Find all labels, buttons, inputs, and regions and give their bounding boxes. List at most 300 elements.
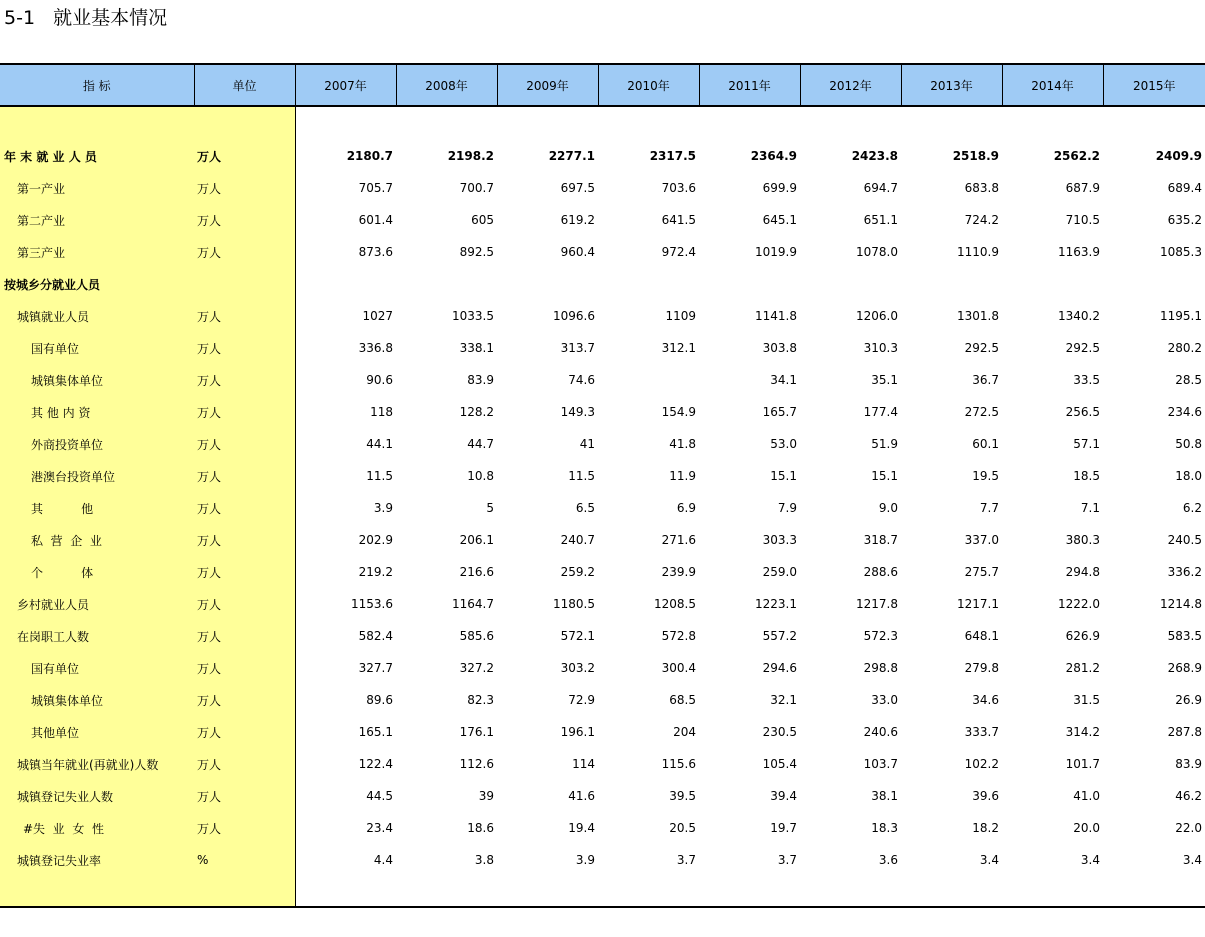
value-cell: 20.5 [669, 821, 696, 835]
table-row [0, 748, 1205, 780]
row-unit: 万人 [194, 620, 295, 652]
value-cell [1103, 268, 1205, 300]
value-cell: 292.5 [964, 341, 999, 355]
table-row [0, 556, 1205, 588]
table-row [0, 428, 1205, 460]
value-cell: 7.7 [979, 501, 999, 515]
value-cell: 3.4 [979, 853, 999, 867]
row-label: 其 他 内 资 [0, 396, 194, 428]
row-unit: 万人 [194, 588, 295, 620]
value-cell [1002, 268, 1103, 300]
value-cell: 256.5 [1065, 405, 1100, 419]
value-cell: 5 [486, 501, 494, 515]
value-cell: 327.2 [459, 661, 494, 675]
value-cell: 279.8 [964, 661, 999, 675]
value-cell: 34.1 [770, 373, 797, 387]
row-label: 城镇集体单位 [0, 364, 194, 396]
header-row [0, 64, 1205, 106]
row-label: 第三产业 [0, 236, 194, 268]
value-cell: 303.2 [560, 661, 595, 675]
value-cell: 20.0 [1073, 821, 1100, 835]
value-cell: 2409.9 [1155, 149, 1202, 163]
value-cell: 154.9 [661, 405, 696, 419]
value-cell: 337.0 [964, 533, 999, 547]
value-cell: 83.9 [467, 373, 494, 387]
value-cell: 3.8 [474, 853, 494, 867]
value-cell: 1033.5 [452, 309, 494, 323]
value-cell: 1163.9 [1058, 245, 1100, 259]
table-bottom-row [0, 876, 1205, 907]
row-label: 私 营 企 业 [0, 524, 194, 556]
header-year-2007: 2007年 [295, 64, 396, 106]
value-cell: 1208.5 [654, 597, 696, 611]
value-cell: 118 [370, 405, 393, 419]
row-unit: 万人 [194, 428, 295, 460]
value-cell: 240.5 [1167, 533, 1202, 547]
row-unit: 万人 [194, 716, 295, 748]
value-cell: 9.0 [878, 501, 898, 515]
value-cell: 15.1 [770, 469, 797, 483]
value-cell: 298.8 [863, 661, 898, 675]
value-cell: 35.1 [871, 373, 898, 387]
value-cell: 313.7 [560, 341, 595, 355]
value-cell: 11.9 [669, 469, 696, 483]
value-cell: 74.6 [568, 373, 595, 387]
value-cell: 3.6 [878, 853, 898, 867]
row-label: 按城乡分就业人员 [0, 268, 194, 300]
row-unit [194, 268, 295, 300]
row-unit: 万人 [194, 780, 295, 812]
value-cell: 240.7 [560, 533, 595, 547]
table-header [0, 64, 1205, 106]
value-cell: 2180.7 [346, 149, 393, 163]
value-cell: 177.4 [863, 405, 898, 419]
table-row [0, 780, 1205, 812]
row-label: 城镇就业人员 [0, 300, 194, 332]
value-cell: 300.4 [661, 661, 696, 675]
value-cell: 28.5 [1175, 373, 1202, 387]
row-label: 其 他 [0, 492, 194, 524]
value-cell: 165.1 [358, 725, 393, 739]
value-cell: 72.9 [568, 693, 595, 707]
row-label: 乡村就业人员 [0, 588, 194, 620]
bottom-cell [194, 876, 295, 907]
value-cell: 2277.1 [548, 149, 595, 163]
value-cell: 18.3 [871, 821, 898, 835]
table-row [0, 300, 1205, 332]
row-label: 城镇当年就业(再就业)人数 [0, 748, 194, 780]
row-label: 国有单位 [0, 332, 194, 364]
value-cell: 259.0 [762, 565, 797, 579]
row-label: #失 业 女 性 [0, 812, 194, 844]
header-unit: 单位 [194, 64, 295, 106]
table-row [0, 332, 1205, 364]
row-label: 港澳台投资单位 [0, 460, 194, 492]
value-cell: 46.2 [1175, 789, 1202, 803]
row-unit: 万人 [194, 556, 295, 588]
row-label: 第二产业 [0, 204, 194, 236]
spacer-cell [0, 106, 194, 140]
header-year-2015: 2015年 [1103, 64, 1205, 106]
row-label: 在岗职工人数 [0, 620, 194, 652]
value-cell: 3.7 [777, 853, 797, 867]
value-cell: 53.0 [770, 437, 797, 451]
value-cell: 645.1 [762, 213, 797, 227]
value-cell [699, 268, 800, 300]
spacer-cell [295, 106, 1205, 140]
value-cell: 572.8 [661, 629, 696, 643]
value-cell: 234.6 [1167, 405, 1202, 419]
value-cell: 230.5 [762, 725, 797, 739]
value-cell: 18.6 [467, 821, 494, 835]
page-title: 5-1 就业基本情况 [4, 7, 168, 29]
table-row [0, 236, 1205, 268]
value-cell: 23.4 [366, 821, 393, 835]
spacer-row [0, 106, 1205, 140]
table-row [0, 204, 1205, 236]
value-cell: 2317.5 [649, 149, 696, 163]
value-cell: 572.1 [560, 629, 595, 643]
value-cell: 32.1 [770, 693, 797, 707]
header-year-2014: 2014年 [1002, 64, 1103, 106]
value-cell: 239.9 [661, 565, 696, 579]
value-cell: 44.1 [366, 437, 393, 451]
value-cell: 1078.0 [856, 245, 898, 259]
value-cell: 294.8 [1065, 565, 1100, 579]
value-cell: 41.8 [669, 437, 696, 451]
value-cell: 10.8 [467, 469, 494, 483]
value-cell: 294.6 [762, 661, 797, 675]
value-cell: 60.1 [972, 437, 999, 451]
value-cell: 557.2 [762, 629, 797, 643]
header-year-2008: 2008年 [396, 64, 497, 106]
value-cell: 288.6 [863, 565, 898, 579]
header-year-2009: 2009年 [497, 64, 598, 106]
value-cell [901, 268, 1002, 300]
value-cell: 149.3 [560, 405, 595, 419]
row-unit: 万人 [194, 492, 295, 524]
value-cell: 312.1 [661, 341, 696, 355]
value-cell: 3.9 [575, 853, 595, 867]
value-cell: 271.6 [661, 533, 696, 547]
value-cell: 2562.2 [1053, 149, 1100, 163]
table-row [0, 588, 1205, 620]
table-row [0, 364, 1205, 396]
value-cell: 3.9 [373, 501, 393, 515]
row-label: 其他单位 [0, 716, 194, 748]
row-unit: 万人 [194, 236, 295, 268]
value-cell: 176.1 [459, 725, 494, 739]
value-cell: 18.2 [972, 821, 999, 835]
header-year-2012: 2012年 [800, 64, 901, 106]
value-cell: 1110.9 [957, 245, 999, 259]
value-cell: 700.7 [459, 181, 494, 195]
value-cell: 960.4 [560, 245, 595, 259]
value-cell: 601.4 [358, 213, 393, 227]
spacer-cell [194, 106, 295, 140]
row-unit: 万人 [194, 460, 295, 492]
value-cell: 19.5 [972, 469, 999, 483]
value-cell: 1180.5 [553, 597, 595, 611]
value-cell: 38.1 [871, 789, 898, 803]
value-cell: 338.1 [459, 341, 494, 355]
value-cell: 90.6 [366, 373, 393, 387]
value-cell: 34.6 [972, 693, 999, 707]
value-cell: 51.9 [871, 437, 898, 451]
value-cell: 57.1 [1073, 437, 1100, 451]
value-cell: 275.7 [964, 565, 999, 579]
value-cell: 39.5 [669, 789, 696, 803]
value-cell: 6.2 [1182, 501, 1202, 515]
bottom-cell [295, 876, 1205, 907]
value-cell: 303.3 [762, 533, 797, 547]
value-cell: 605 [471, 213, 494, 227]
value-cell: 572.3 [863, 629, 898, 643]
table-row [0, 652, 1205, 684]
table-row [0, 844, 1205, 876]
value-cell: 11.5 [366, 469, 393, 483]
row-label: 年 末 就 业 人 员 [0, 140, 194, 172]
value-cell: 292.5 [1065, 341, 1100, 355]
row-unit: 万人 [194, 812, 295, 844]
value-cell: 19.7 [770, 821, 797, 835]
value-cell: 82.3 [467, 693, 494, 707]
value-cell: 314.2 [1065, 725, 1100, 739]
value-cell: 114 [572, 757, 595, 771]
value-cell: 202.9 [358, 533, 393, 547]
header-year-2011: 2011年 [699, 64, 800, 106]
table-row [0, 172, 1205, 204]
value-cell: 219.2 [358, 565, 393, 579]
value-cell: 68.5 [669, 693, 696, 707]
value-cell: 683.8 [964, 181, 999, 195]
value-cell: 33.5 [1073, 373, 1100, 387]
value-cell: 44.7 [467, 437, 494, 451]
value-cell: 44.5 [366, 789, 393, 803]
value-cell [598, 364, 699, 396]
value-cell: 380.3 [1065, 533, 1100, 547]
value-cell: 259.2 [560, 565, 595, 579]
value-cell: 333.7 [964, 725, 999, 739]
value-cell: 2364.9 [750, 149, 797, 163]
value-cell: 112.6 [459, 757, 494, 771]
value-cell: 268.9 [1167, 661, 1202, 675]
value-cell: 3.7 [676, 853, 696, 867]
value-cell [598, 268, 699, 300]
value-cell: 105.4 [762, 757, 797, 771]
value-cell: 206.1 [459, 533, 494, 547]
value-cell: 11.5 [568, 469, 595, 483]
value-cell: 22.0 [1175, 821, 1202, 835]
value-cell: 287.8 [1167, 725, 1202, 739]
value-cell [396, 268, 497, 300]
value-cell: 972.4 [661, 245, 696, 259]
value-cell: 196.1 [560, 725, 595, 739]
value-cell: 873.6 [358, 245, 393, 259]
value-cell: 122.4 [358, 757, 393, 771]
value-cell: 1085.3 [1160, 245, 1202, 259]
value-cell: 7.9 [777, 501, 797, 515]
value-cell: 103.7 [863, 757, 898, 771]
value-cell: 41 [579, 437, 595, 451]
value-cell: 3.4 [1182, 853, 1202, 867]
row-unit: 万人 [194, 332, 295, 364]
value-cell: 36.7 [972, 373, 999, 387]
row-label: 城镇登记失业率 [0, 844, 194, 876]
value-cell: 115.6 [661, 757, 696, 771]
table-row [0, 524, 1205, 556]
value-cell: 26.9 [1175, 693, 1202, 707]
value-cell: 336.2 [1167, 565, 1202, 579]
value-cell: 1214.8 [1160, 597, 1202, 611]
header-year-2013: 2013年 [901, 64, 1002, 106]
value-cell: 281.2 [1065, 661, 1100, 675]
value-cell: 204 [673, 725, 696, 739]
value-cell: 699.9 [762, 181, 797, 195]
value-cell: 626.9 [1065, 629, 1100, 643]
value-cell: 1206.0 [856, 309, 898, 323]
value-cell: 19.4 [568, 821, 595, 835]
value-cell: 724.2 [964, 213, 999, 227]
value-cell: 1164.7 [452, 597, 494, 611]
row-label: 城镇登记失业人数 [0, 780, 194, 812]
value-cell: 1096.6 [553, 309, 595, 323]
value-cell: 2423.8 [851, 149, 898, 163]
value-cell: 583.5 [1167, 629, 1202, 643]
value-cell: 687.9 [1065, 181, 1100, 195]
value-cell: 310.3 [863, 341, 898, 355]
header-year-2010: 2010年 [598, 64, 699, 106]
row-unit: 万人 [194, 748, 295, 780]
value-cell: 89.6 [366, 693, 393, 707]
value-cell [295, 268, 396, 300]
table-row [0, 620, 1205, 652]
value-cell: 2198.2 [447, 149, 494, 163]
value-cell: 336.8 [358, 341, 393, 355]
row-label: 外商投资单位 [0, 428, 194, 460]
value-cell: 651.1 [863, 213, 898, 227]
value-cell: 41.0 [1073, 789, 1100, 803]
value-cell: 6.5 [575, 501, 595, 515]
value-cell: 7.1 [1080, 501, 1100, 515]
table-row [0, 140, 1205, 172]
value-cell: 18.5 [1073, 469, 1100, 483]
table-body [0, 106, 1205, 907]
row-label: 城镇集体单位 [0, 684, 194, 716]
value-cell: 694.7 [863, 181, 898, 195]
employment-table [0, 63, 1205, 908]
row-unit: 万人 [194, 172, 295, 204]
table-row [0, 460, 1205, 492]
value-cell: 1027 [362, 309, 393, 323]
value-cell: 1222.0 [1058, 597, 1100, 611]
value-cell: 582.4 [358, 629, 393, 643]
value-cell: 635.2 [1167, 213, 1202, 227]
value-cell: 128.2 [459, 405, 494, 419]
value-cell: 1217.8 [856, 597, 898, 611]
table-row [0, 492, 1205, 524]
row-unit: 万人 [194, 204, 295, 236]
value-cell: 318.7 [863, 533, 898, 547]
table-row [0, 268, 1205, 300]
value-cell [800, 268, 901, 300]
table-row [0, 396, 1205, 428]
value-cell: 216.6 [459, 565, 494, 579]
row-unit: 万人 [194, 140, 295, 172]
value-cell: 1153.6 [351, 597, 393, 611]
value-cell: 1109 [665, 309, 696, 323]
value-cell: 2518.9 [952, 149, 999, 163]
value-cell: 1340.2 [1058, 309, 1100, 323]
value-cell: 240.6 [863, 725, 898, 739]
value-cell: 585.6 [459, 629, 494, 643]
value-cell: 165.7 [762, 405, 797, 419]
value-cell: 697.5 [560, 181, 595, 195]
value-cell: 892.5 [459, 245, 494, 259]
value-cell: 18.0 [1175, 469, 1202, 483]
value-cell: 1217.1 [957, 597, 999, 611]
value-cell: 303.8 [762, 341, 797, 355]
table-row [0, 684, 1205, 716]
value-cell: 3.4 [1080, 853, 1100, 867]
value-cell: 1019.9 [755, 245, 797, 259]
table-row [0, 716, 1205, 748]
value-cell: 4.4 [373, 853, 393, 867]
row-label: 第一产业 [0, 172, 194, 204]
row-unit: 万人 [194, 524, 295, 556]
value-cell: 39.4 [770, 789, 797, 803]
value-cell: 31.5 [1073, 693, 1100, 707]
row-unit: 万人 [194, 364, 295, 396]
value-cell: 1195.1 [1160, 309, 1202, 323]
value-cell: 705.7 [358, 181, 393, 195]
value-cell [497, 268, 598, 300]
value-cell: 83.9 [1175, 757, 1202, 771]
value-cell: 41.6 [568, 789, 595, 803]
value-cell: 710.5 [1065, 213, 1100, 227]
value-cell: 50.8 [1175, 437, 1202, 451]
row-label: 个 体 [0, 556, 194, 588]
value-cell: 280.2 [1167, 341, 1202, 355]
value-cell: 1141.8 [755, 309, 797, 323]
value-cell: 1223.1 [755, 597, 797, 611]
value-cell: 39.6 [972, 789, 999, 803]
row-unit: 万人 [194, 300, 295, 332]
value-cell: 39 [478, 789, 494, 803]
row-label: 国有单位 [0, 652, 194, 684]
row-unit: 万人 [194, 684, 295, 716]
header-indicator: 指 标 [0, 64, 194, 106]
value-cell: 1301.8 [957, 309, 999, 323]
employment-table-container [0, 63, 1205, 908]
row-unit: 万人 [194, 396, 295, 428]
value-cell: 33.0 [871, 693, 898, 707]
value-cell: 689.4 [1167, 181, 1202, 195]
value-cell: 272.5 [964, 405, 999, 419]
value-cell: 15.1 [871, 469, 898, 483]
value-cell: 641.5 [661, 213, 696, 227]
value-cell: 619.2 [560, 213, 595, 227]
value-cell: 703.6 [661, 181, 696, 195]
value-cell: 327.7 [358, 661, 393, 675]
value-cell: 6.9 [676, 501, 696, 515]
value-cell: 102.2 [964, 757, 999, 771]
value-cell: 648.1 [964, 629, 999, 643]
bottom-cell [0, 876, 194, 907]
table-row [0, 812, 1205, 844]
row-unit: 万人 [194, 652, 295, 684]
row-unit: % [194, 844, 295, 876]
